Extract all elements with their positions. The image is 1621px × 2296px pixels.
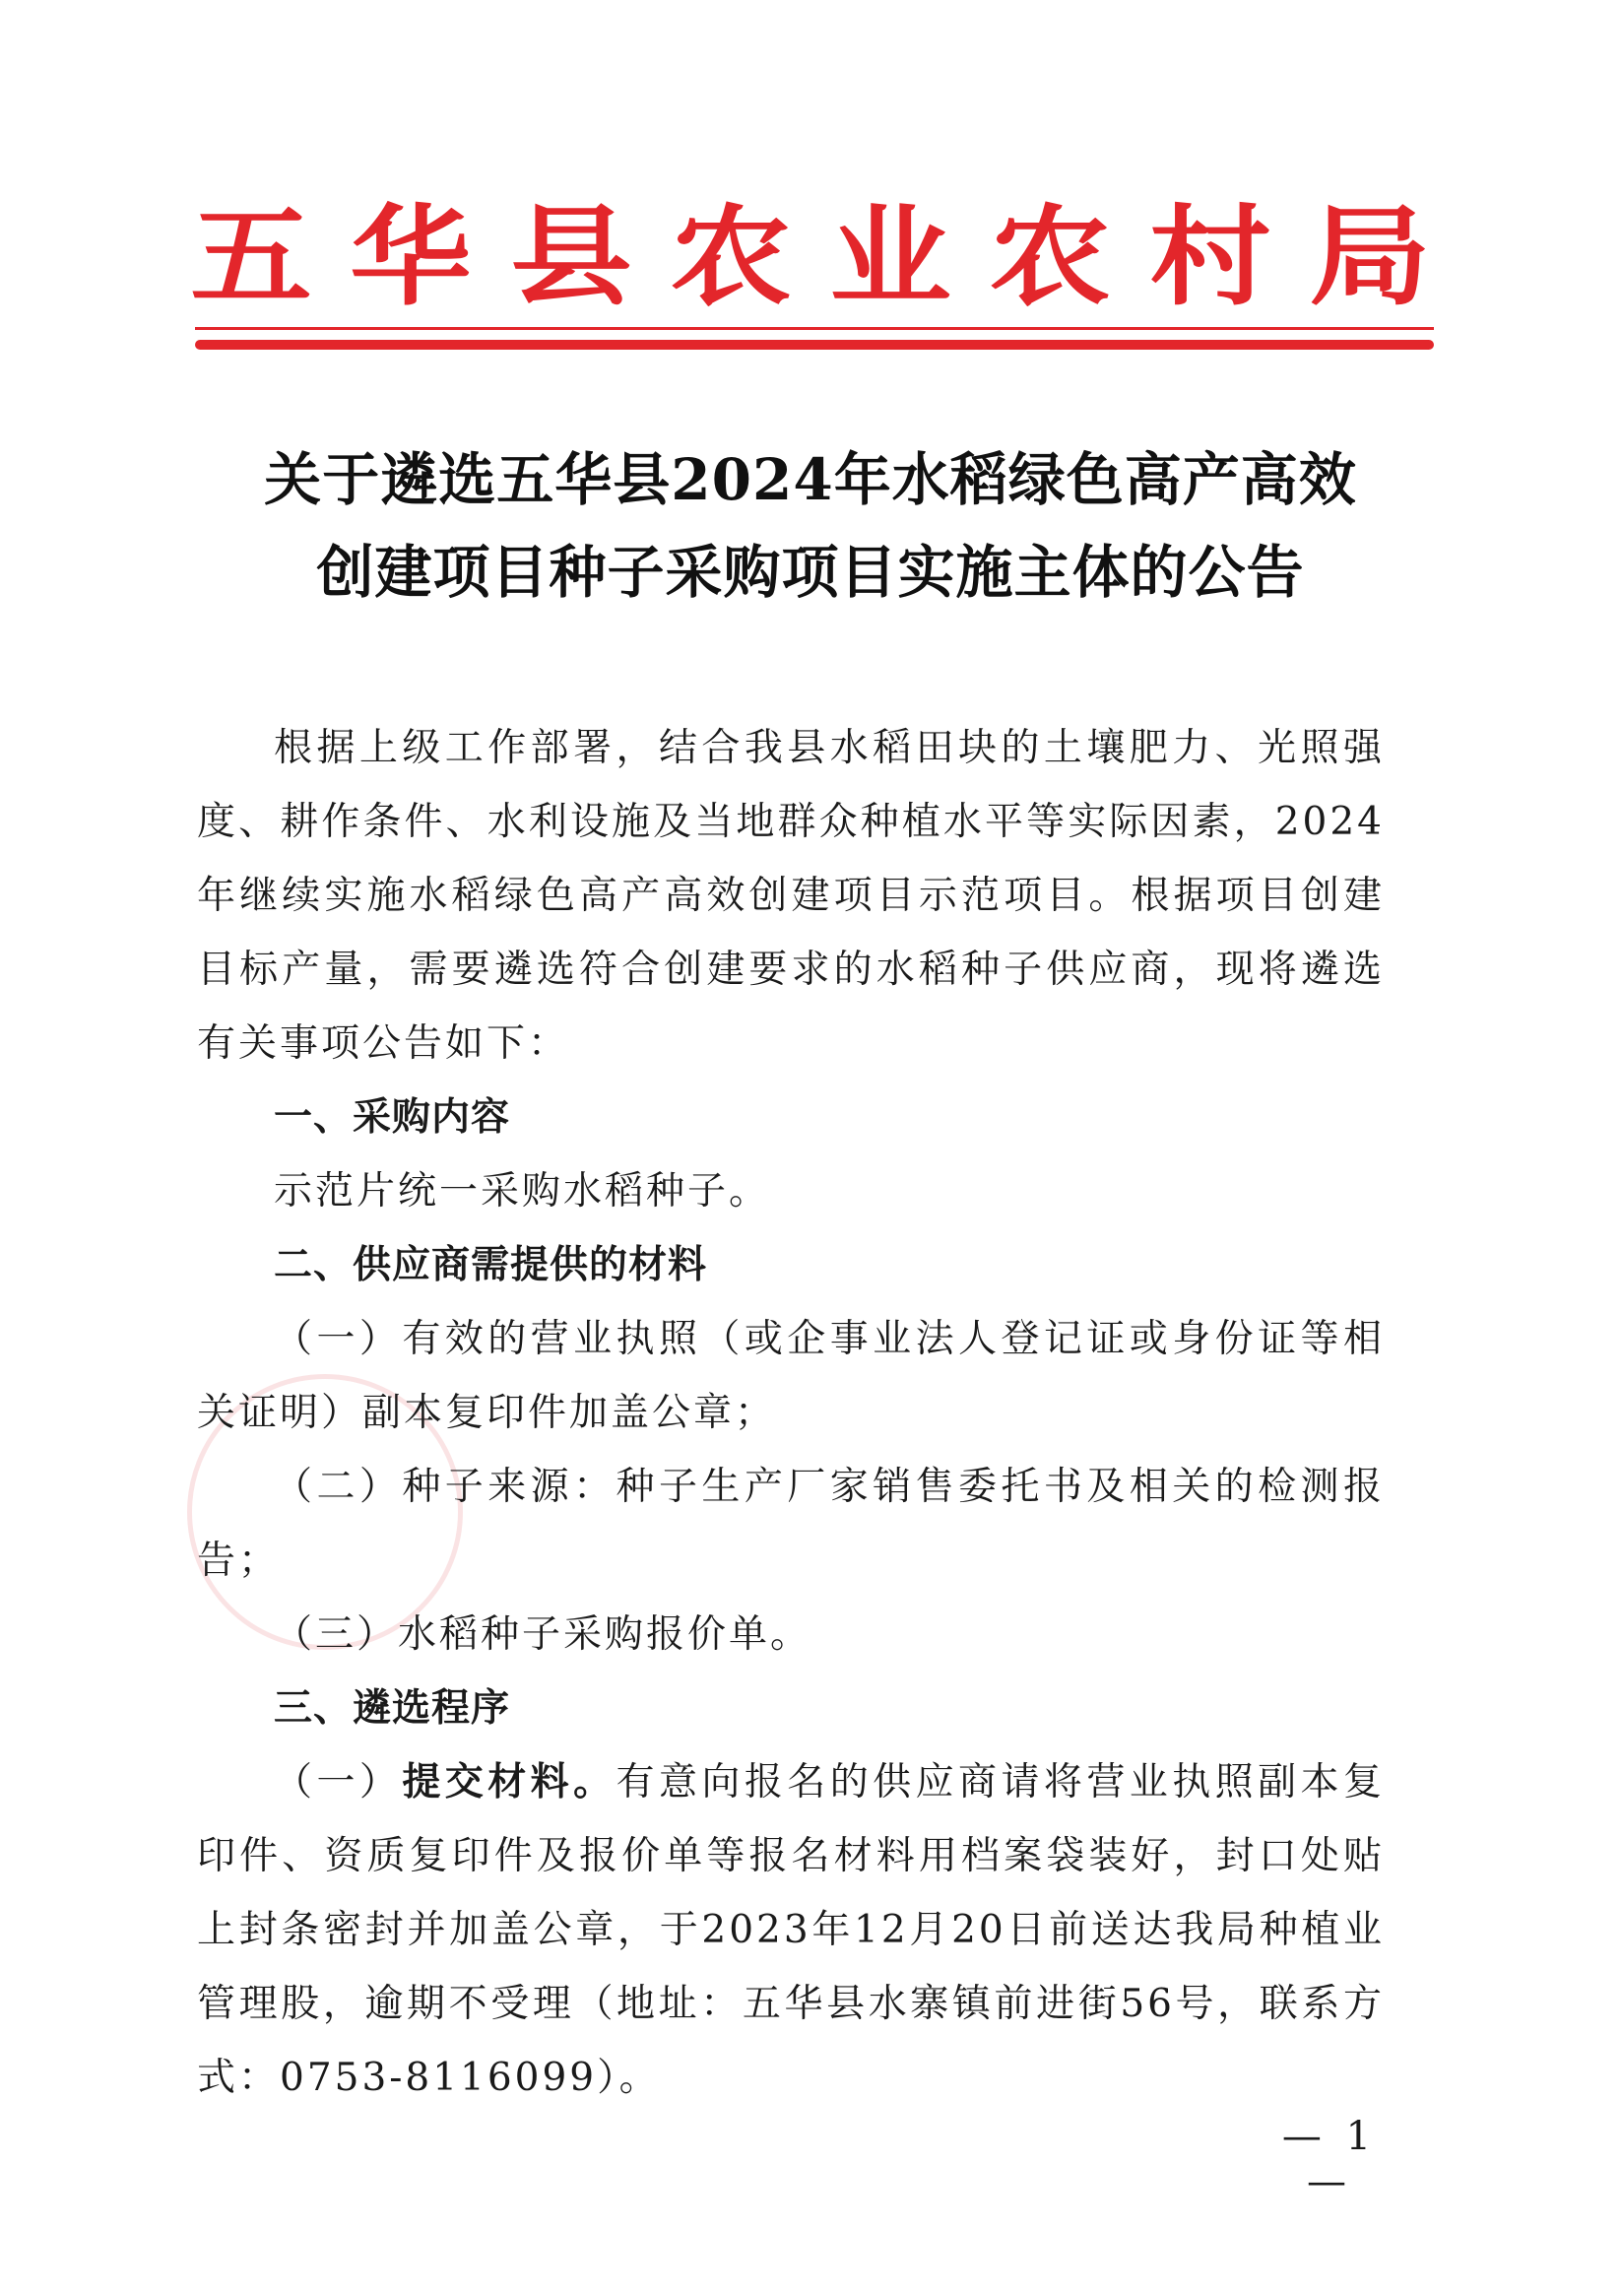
document-title-line-1: 关于遴选五华县2024年水稻绿色高产高效 [264, 446, 1357, 513]
section-1-text: 示范片统一采购水稻种子。 [274, 1169, 771, 1214]
section-3-item-1-prefix: （一） [274, 1760, 403, 1804]
letterhead-char: 农 [670, 193, 792, 320]
letterhead [190, 193, 1431, 321]
letterhead-rule-thick [195, 340, 1434, 350]
document-title-line-2: 创建项目种子采购项目实施主体的公告 [316, 539, 1305, 606]
section-heading-2: 二、供应商需提供的材料 [274, 1243, 708, 1287]
intro-paragraph: 根据上级工作部署，结合我县水稻田块的土壤肥力、光照强度、耕作条件、水利设施及当地群众种植水平等实际因素，2024年继续实施水稻绿色高产高效创建项目示范项目。根据项目创建目标产量，需要遴选符合创建要求的水稻种子供应商，现将遴选有关事项公告如下： [197, 726, 1385, 1066]
section-heading-3: 三、遴选程序 [274, 1686, 511, 1731]
letterhead-rule-thin [195, 327, 1434, 330]
section-2-item-3: （三）水稻种子采购报价单。 [274, 1612, 812, 1657]
letterhead-char: 村 [1149, 193, 1271, 320]
letterhead-char: 业 [829, 193, 951, 320]
letterhead-char: 华 [350, 193, 472, 320]
section-2-item-2: （二）种子来源：种子生产厂家销售委托书及相关的检测报告； [197, 1465, 1385, 1583]
section-3-item-1 [197, 1745, 1385, 2115]
letterhead-char: 县 [509, 193, 632, 320]
letterhead-char: 五 [190, 193, 312, 320]
letterhead-char: 局 [1309, 193, 1431, 320]
page-number: — 1 — [1281, 2114, 1378, 2204]
section-2-item-1: （一）有效的营业执照（或企事业法人登记证或身份证等相关证明）副本复印件加盖公章； [197, 1317, 1385, 1435]
document-body [197, 711, 1385, 2115]
section-3-item-1-text: 有意向报名的供应商请将营业执照副本复印件、资质复印件及报价单等报名材料用档案袋装好，封口处贴上封条密封并加盖公章，于2023年12月20日前送达我局种植业管理股，逾期不受理（地址：五华县水寨镇前进街56号，联系方式：0753-8116099）。 [197, 1760, 1385, 2100]
section-heading-1: 一、采购内容 [274, 1095, 511, 1140]
letterhead-char: 农 [989, 193, 1112, 320]
section-3-item-1-bold: 提交材料。 [402, 1759, 616, 1804]
